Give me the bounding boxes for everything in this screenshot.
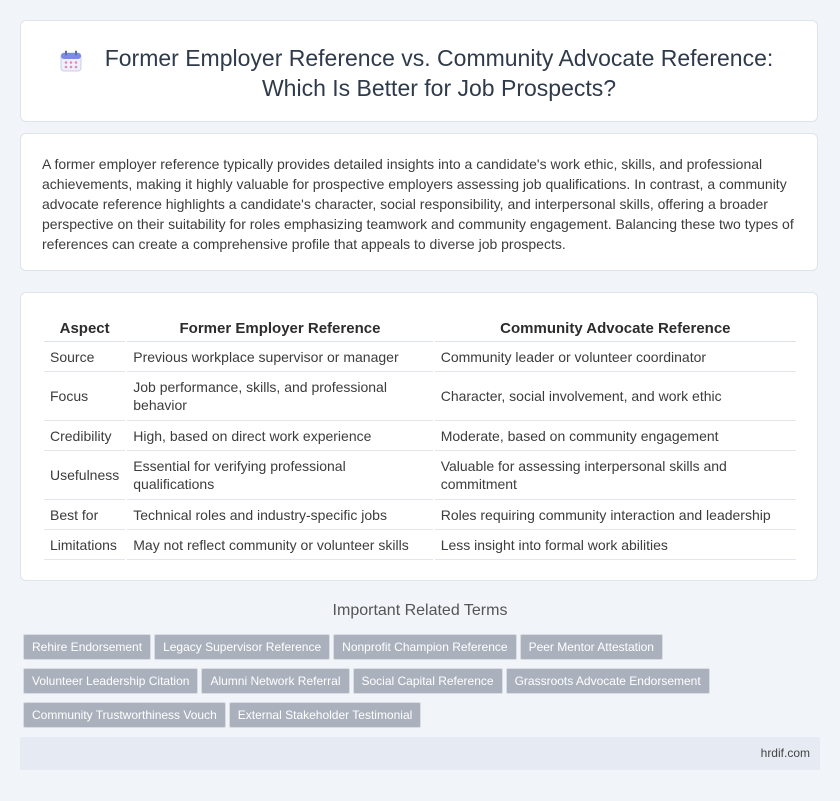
table-row [44,372,796,421]
table-cell: Usefulness [44,451,125,500]
table-cell: High, based on direct work experience [127,421,432,451]
related-term-tag[interactable]: Community Trustworthiness Vouch [23,702,226,728]
table-cell: Technical roles and industry-specific jobs [127,500,432,530]
column-header: Aspect [44,315,125,342]
comparison-table [42,315,798,560]
table-cell: Previous workplace supervisor or manager [127,342,432,372]
column-header: Community Advocate Reference [435,315,796,342]
intro-card [20,133,818,271]
related-term-tag[interactable]: Rehire Endorsement [23,634,151,660]
table-cell: Limitations [44,530,125,560]
related-term-tag[interactable]: External Stakeholder Testimonial [229,702,422,728]
table-cell: Job performance, skills, and professional behavior [127,372,432,421]
related-terms-list [23,634,803,736]
page-title: Former Employer Reference vs. Community Advocate Reference: Which Is Better for Job Prospects? [104,45,774,101]
related-term-tag[interactable]: Alumni Network Referral [201,668,349,694]
intro-paragraph: A former employer reference typically provides detailed insights into a candidate's work ethic, skills, and professional achievements, making it highly valuable for prospective employers assessing job qualifications. In contrast, a community advocate reference highlights a candidate's character, social responsibility, and interpersonal skills, offering a broader perspective on their suitability for roles emphasizing teamwork and community engagement. Balancing these two types of references can create a comprehensive profile that appeals to diverse job prospects. [42,156,794,252]
related-term-tag[interactable]: Nonprofit Champion Reference [333,634,516,660]
related-term-tag[interactable]: Volunteer Leadership Citation [23,668,198,694]
calendar-icon [59,49,83,73]
table-cell: Roles requiring community interaction and leadership [435,500,796,530]
table-cell: May not reflect community or volunteer skills [127,530,432,560]
related-terms-heading: Important Related Terms [332,602,508,619]
table-cell: Moderate, based on community engagement [435,421,796,451]
table-cell: Credibility [44,421,125,451]
table-cell: Less insight into formal work abilities [435,530,796,560]
comparison-card [20,292,818,581]
table-cell: Essential for verifying professional qualifications [127,451,432,500]
table-cell: Community leader or volunteer coordinator [435,342,796,372]
table-row [44,500,796,530]
footer [20,737,820,770]
table-row [44,451,796,500]
column-header: Former Employer Reference [127,315,432,342]
table-cell: Best for [44,500,125,530]
footer-site-link[interactable]: hrdif.com [760,746,810,760]
table-row [44,342,796,372]
title-card [20,20,818,122]
table-cell: Valuable for assessing interpersonal skills and commitment [435,451,796,500]
table-row [44,421,796,451]
related-term-tag[interactable]: Peer Mentor Attestation [520,634,663,660]
related-term-tag[interactable]: Legacy Supervisor Reference [154,634,330,660]
related-term-tag[interactable]: Grassroots Advocate Endorsement [506,668,710,694]
table-row [44,530,796,560]
table-cell: Character, social involvement, and work ethic [435,372,796,421]
table-cell: Source [44,342,125,372]
related-term-tag[interactable]: Social Capital Reference [353,668,503,694]
table-header-row [44,315,796,342]
table-cell: Focus [44,372,125,421]
